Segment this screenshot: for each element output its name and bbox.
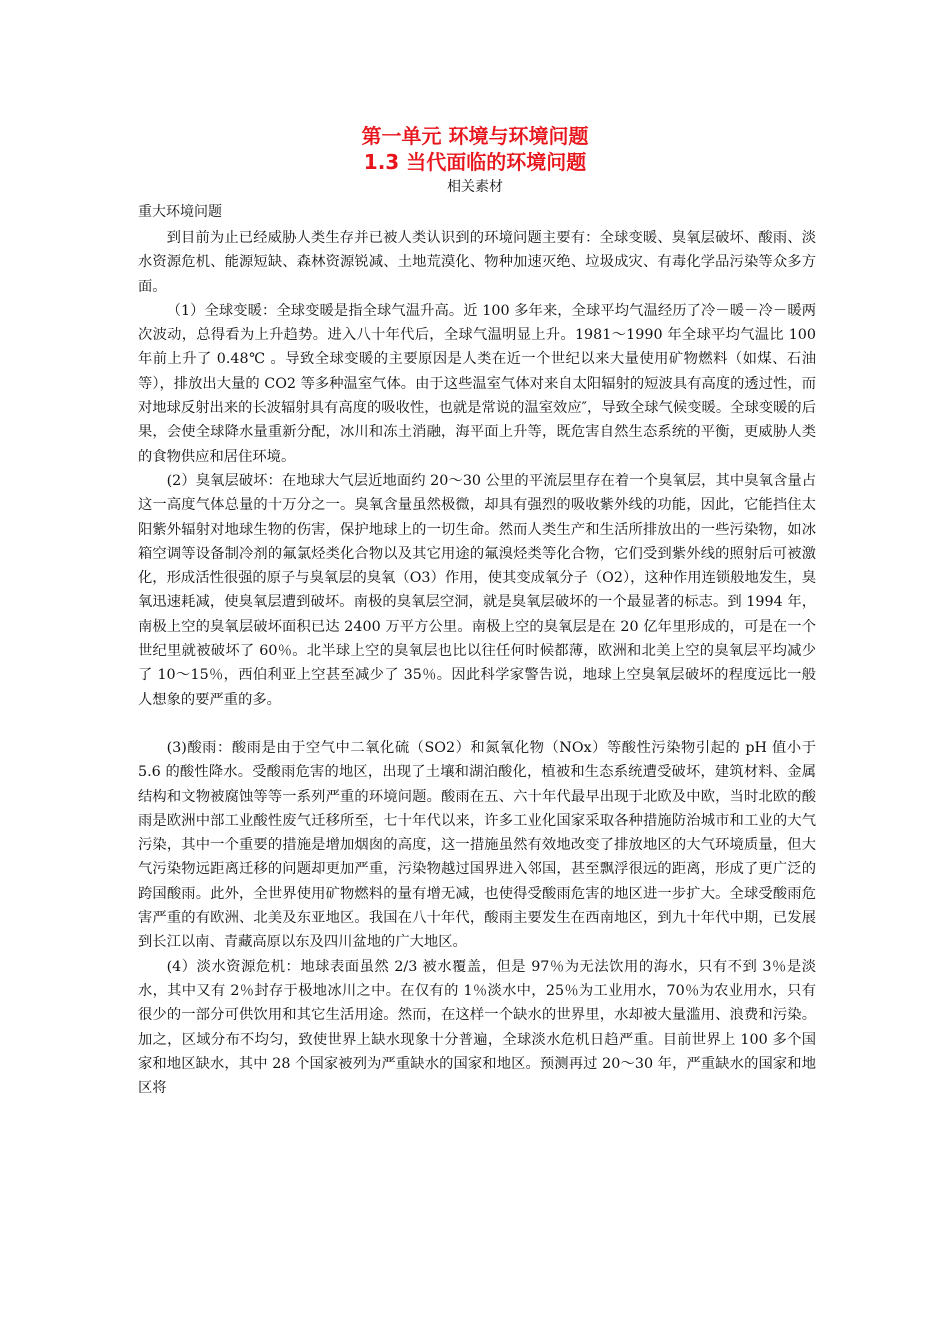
lesson-title: 1.3 当代面临的环境问题 (363, 150, 587, 174)
document-body (138, 226, 816, 1100)
paragraph-intro: 到目前为止已经威胁人类生存并已被人类认识到的环境问题主要有：全球变暖、臭氧层破坏、酸雨、淡水资源危机、能源短缺、森林资源锐减、土地荒漠化、物种加速灭绝、垃圾成灾、有毒化学品污染等众多方面。 (138, 230, 816, 295)
paragraph-global-warming: （1）全球变暖：全球变暖是指全球气温升高。近 100 多年来，全球平均气温经历了冷－暖－冷－暖两次波动，总得看为上升趋势。进入八十年代后，全球气温明显上升。1981～1990 年全球平均气温比 100 年前上升了 0.48℃ 。导致全球变暖的主要原因是人类在近一个世纪以来大量使用矿物燃料（如煤、石油等），排放出大量的 CO2 等多种温室气体。由于这些温室气体对来自太阳辐射的短波具有高度的透过性，而对地球反射出来的长波辐射具有高度的吸收性，也就是常说的温室效应″，导致全球气候变暖。全球变暖的后果，会使全球降水量重新分配，冰川和冻土消融，海平面上升等，既危害自然生态系统的平衡，更威胁人类的食物供应和居住环境。 (138, 302, 816, 465)
subtitle: 相关素材 (447, 179, 503, 195)
paragraph-acid-rain: (3)酸雨：酸雨是由于空气中二氧化硫（SO2）和氮氧化物（NOx）等酸性污染物引起的 pH 值小于 5.6 的酸性降水。受酸雨危害的地区，出现了土壤和湖泊酸化，植被和生态系统遭受破坏，建筑材料、金属结构和文物被腐蚀等等一系列严重的环境问题。酸雨在五、六十年代最早出现于北欧及中欧，当时北欧的酸雨是欧洲中部工业酸性废气迁移所至，七十年代以来，许多工业化国家采取各种措施防治城市和工业的大气污染，其中一个重要的措施是增加烟囱的高度，这一措施虽然有效地改变了排放地区的大气环境质量，但大气污染物远距离迁移的问题却更加严重，污染物越过国界进入邻国，甚至飘浮很远的距离，形成了更广泛的跨国酸雨。此外，全世界使用矿物燃料的量有增无减，也使得受酸雨危害的地区进一步扩大。全球受酸雨危害严重的有欧洲、北美及东亚地区。我国在八十年代，酸雨主要发生在西南地区，到九十年代中期，已发展到长江以南、青藏高原以东及四川盆地的广大地区。 (138, 739, 816, 951)
paragraph-freshwater-crisis: (4）淡水资源危机：地球表面虽然 2/3 被水覆盖，但是 97％为无法饮用的海水，只有不到 3％是淡水，其中又有 2％封存于极地冰川之中。在仅有的 1％淡水中，25％为工业用水，70％为农业用水，只有很少的一部分可供饮用和其它生活用途。然而，在这样一个缺水的世界里，水却被大量滥用、浪费和污染。加之，区域分布不均匀，致使世界上缺水现象十分普遍，全球淡水危机日趋严重。目前世界上 100 多个国家和地区缺水，其中 28 个国家被列为严重缺水的国家和地区。预测再过 20～30 年，严重缺水的国家和地区将 (138, 958, 816, 1097)
unit-title: 第一单元 环境与环境问题 (361, 124, 589, 148)
paragraph-ozone-depletion: (2）臭氧层破坏：在地球大气层近地面约 20～30 公里的平流层里存在着一个臭氧层，其中臭氧含量占这一高度气体总量的十万分之一。臭氧含量虽然极微，却具有强烈的吸收紫外线的功能，因此，它能挡住太阳紫外辐射对地球生物的伤害，保护地球上的一切生命。然而人类生产和生活所排放出的一些污染物，如冰箱空调等设备制冷剂的氟氯烃类化合物以及其它用途的氟溴烃类等化合物，它们受到紫外线的照射后可被激化，形成活性很强的原子与臭氧层的臭氧（O3）作用，使其变成氧分子（O2），这种作用连锁般地发生，臭氧迅速耗减，使臭氧层遭到破坏。南极的臭氧层空洞，就是臭氧层破坏的一个最显著的标志。到 1994 年，南极上空的臭氧层破坏面积已达 2400 万平方公里。南极上空的臭氧层是在 20 亿年里形成的，可是在一个世纪里就被破坏了 60％。北半球上空的臭氧层也比以往任何时候都薄，欧洲和北美上空的臭氧层平均减少了 10～15％，西伯利亚上空甚至减少了 35％。因此科学家警告说，地球上空臭氧层破坏的程度远比一般人想象的要严重的多。 (138, 472, 816, 708)
section-heading: 重大环境问题 (138, 204, 222, 220)
